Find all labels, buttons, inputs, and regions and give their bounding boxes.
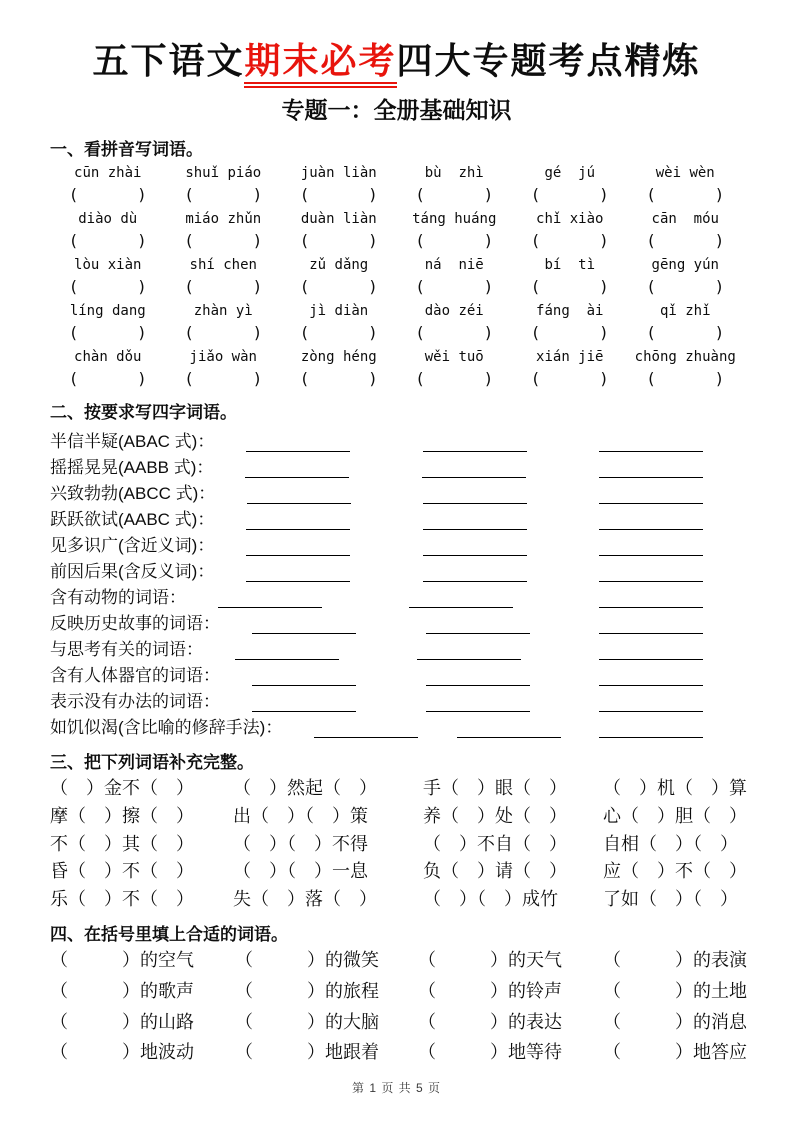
open-paren: ( <box>299 277 310 296</box>
answer-blank <box>599 562 703 582</box>
pinyin-text: miáo zhǔn <box>185 211 262 227</box>
pinyin-item <box>512 349 628 388</box>
pinyin-item <box>50 349 166 388</box>
answer-paren-box <box>646 323 724 342</box>
answer-paren-box <box>69 323 147 342</box>
idiom-completion-grid <box>50 778 747 910</box>
pinyin-item <box>166 349 282 388</box>
answer-blank <box>423 484 527 504</box>
pinyin-text: jiǎo wàn <box>189 349 257 365</box>
pinyin-item <box>628 211 744 250</box>
open-paren: ( <box>184 369 194 388</box>
answer-paren-box <box>300 231 378 250</box>
answer-blank <box>246 510 350 530</box>
close-paren: ) <box>714 369 725 388</box>
blank-group <box>186 588 743 608</box>
answer-blank <box>426 614 530 634</box>
fill-in-label: 跃跃欲试(AABC 式)： <box>50 510 215 529</box>
idiom-item: 摩（ ）擦（ ） <box>50 805 194 826</box>
pinyin-item <box>628 349 744 388</box>
pinyin-item <box>512 211 628 250</box>
answer-paren-box <box>184 369 262 388</box>
pinyin-text: chōng zhuàng <box>634 349 736 365</box>
fill-in-label: 含有动物的词语： <box>50 588 186 607</box>
answer-paren-box <box>415 185 493 204</box>
close-paren: ) <box>368 369 378 388</box>
pinyin-item <box>281 349 397 388</box>
answer-paren-box <box>646 231 724 250</box>
bracket-phrase-item: （ ）的表达 <box>418 1011 562 1032</box>
fill-in-list <box>50 426 743 738</box>
fill-in-label: 兴致勃勃(ABCC 式)： <box>50 484 216 503</box>
close-paren: ) <box>599 369 609 388</box>
bracket-phrase-item: （ ）地跟着 <box>235 1042 379 1063</box>
open-paren: ( <box>646 231 656 250</box>
blank-group <box>214 432 743 452</box>
answer-paren-box <box>646 369 724 388</box>
close-paren: ) <box>599 231 609 250</box>
answer-paren-box <box>415 277 493 296</box>
open-paren: ( <box>299 231 310 250</box>
open-paren: ( <box>415 277 425 296</box>
pinyin-text: táng huáng <box>412 211 497 227</box>
answer-paren-box <box>415 231 493 250</box>
answer-paren-box <box>184 231 262 250</box>
bracket-phrase-item: （ ）的表演 <box>603 949 747 970</box>
answer-blank <box>246 432 350 452</box>
pinyin-item <box>50 303 166 342</box>
fill-in-label: 半信半疑(ABAC 式)： <box>50 432 215 451</box>
section-3-heading: 三、把下列词语补充完整。 <box>50 753 254 772</box>
answer-blank <box>409 588 513 608</box>
answer-paren-box <box>531 369 609 388</box>
fill-in-label: 与思考有关的词语： <box>50 640 203 659</box>
title-highlight: 期末必考 <box>244 40 396 88</box>
open-paren: ( <box>646 369 656 388</box>
answer-paren-box <box>69 185 147 204</box>
close-paren: ) <box>599 277 609 296</box>
answer-blank <box>245 458 349 478</box>
close-paren: ) <box>137 277 147 296</box>
open-paren: ( <box>68 277 79 296</box>
blank-group <box>220 666 743 686</box>
pinyin-item <box>628 303 744 342</box>
blank-group <box>220 614 743 634</box>
answer-paren-box <box>415 369 493 388</box>
fill-in-row <box>50 634 743 660</box>
pinyin-item <box>512 257 628 296</box>
idiom-item: （ ）（ ）成竹 <box>423 889 558 910</box>
fill-in-row <box>50 556 743 582</box>
answer-blank <box>252 666 356 686</box>
pinyin-item <box>281 211 397 250</box>
answer-paren-box <box>69 369 147 388</box>
answer-blank <box>423 536 527 556</box>
pinyin-text: qǐ zhǐ <box>659 303 711 319</box>
pinyin-item <box>397 303 513 342</box>
idiom-item: 昏（ ）不（ ） <box>50 861 194 882</box>
answer-blank <box>599 666 703 686</box>
close-paren: ) <box>599 185 609 204</box>
pinyin-item <box>281 257 397 296</box>
bracket-phrase-item: （ ）的歌声 <box>50 980 194 1001</box>
close-paren: ) <box>714 323 725 342</box>
pinyin-text: ná niē <box>424 257 484 273</box>
close-paren: ) <box>483 185 494 204</box>
open-paren: ( <box>68 323 79 342</box>
answer-blank <box>246 562 350 582</box>
answer-blank <box>252 692 356 712</box>
idiom-item: 养（ ）处（ ） <box>423 805 567 826</box>
close-paren: ) <box>137 185 147 204</box>
close-paren: ) <box>483 231 494 250</box>
pinyin-item <box>512 165 628 204</box>
close-paren: ) <box>137 369 147 388</box>
pinyin-item <box>166 211 282 250</box>
bracket-phrase-item: （ ）的旅程 <box>235 980 379 1001</box>
answer-paren-box <box>531 277 609 296</box>
blank-group <box>214 536 743 556</box>
close-paren: ) <box>252 231 263 250</box>
pinyin-text: juàn liàn <box>300 165 377 181</box>
open-paren: ( <box>299 323 310 342</box>
answer-paren-box <box>415 323 493 342</box>
fill-in-row <box>50 426 743 452</box>
fill-in-label: 如饥似渴(含比喻的修辞手法)： <box>50 718 283 737</box>
answer-paren-box <box>531 185 609 204</box>
open-paren: ( <box>184 185 194 204</box>
pinyin-text: cān móu <box>651 211 719 227</box>
answer-blank <box>599 718 703 738</box>
answer-paren-box <box>69 231 147 250</box>
fill-in-row <box>50 712 743 738</box>
fill-in-label: 见多识广(含近义词)： <box>50 536 215 555</box>
idiom-item: 负（ ）请（ ） <box>423 861 567 882</box>
bracket-phrase-item: （ ）的消息 <box>603 1011 747 1032</box>
close-paren: ) <box>599 323 609 342</box>
open-paren: ( <box>646 323 656 342</box>
pinyin-item <box>50 165 166 204</box>
close-paren: ) <box>137 231 147 250</box>
answer-blank <box>235 640 339 660</box>
open-paren: ( <box>415 231 425 250</box>
bracket-phrase-item: （ ）的山路 <box>50 1011 194 1032</box>
open-paren: ( <box>530 277 541 296</box>
pinyin-text: diào dù <box>78 211 138 227</box>
open-paren: ( <box>415 323 425 342</box>
section-4-heading: 四、在括号里填上合适的词语。 <box>50 924 288 944</box>
answer-blank <box>599 588 703 608</box>
answer-blank <box>218 588 322 608</box>
section-2-heading: 二、按要求写四字词语。 <box>50 403 237 422</box>
answer-blank <box>599 614 703 634</box>
fill-in-label: 前因后果(含反义词)： <box>50 562 215 581</box>
pinyin-text: xián jiē <box>536 349 604 365</box>
blank-group <box>203 640 743 660</box>
page-subtitle: 专题一：全册基础知识 <box>281 97 512 123</box>
title-suffix: 四大专题考点精炼 <box>396 40 701 81</box>
pinyin-text: lòu xiàn <box>74 257 142 273</box>
pinyin-item <box>628 165 744 204</box>
fill-in-label: 反映历史故事的词语： <box>50 614 220 633</box>
close-paren: ) <box>368 323 378 342</box>
pinyin-item <box>628 257 744 296</box>
pinyin-text: chǐ xiào <box>536 211 604 227</box>
pinyin-item <box>397 257 513 296</box>
bracket-phrase-item: （ ）的空气 <box>50 949 194 970</box>
answer-blank <box>314 718 418 738</box>
pinyin-text: dào zéi <box>424 303 484 319</box>
answer-blank <box>423 562 527 582</box>
idiom-item: 不（ ）其（ ） <box>50 833 194 854</box>
bracket-phrase-item: （ ）的天气 <box>418 949 562 970</box>
answer-blank <box>599 458 703 478</box>
open-paren: ( <box>646 185 656 204</box>
idiom-item: （ ）金不（ ） <box>50 778 194 798</box>
bracket-phrase-item: （ ）地等待 <box>418 1042 562 1063</box>
idiom-item: （ ）机（ ）算 <box>603 778 747 798</box>
open-paren: ( <box>646 277 656 296</box>
answer-blank <box>599 510 703 530</box>
answer-paren-box <box>184 277 262 296</box>
pinyin-text: bí tì <box>544 257 596 273</box>
idiom-item: 乐（ ）不（ ） <box>50 889 194 910</box>
idiom-item: （ ）（ ）不得 <box>233 833 368 854</box>
answer-paren-box <box>300 323 378 342</box>
answer-paren-box <box>184 323 262 342</box>
idiom-item: 了如（ ）（ ） <box>603 889 738 910</box>
open-paren: ( <box>184 323 194 342</box>
pinyin-text: shí chen <box>189 257 257 273</box>
close-paren: ) <box>483 369 494 388</box>
fill-in-row <box>50 686 743 712</box>
pinyin-text: líng dang <box>69 303 146 319</box>
answer-blank <box>247 484 351 504</box>
pinyin-text: cūn zhài <box>74 165 142 181</box>
answer-paren-box <box>531 231 609 250</box>
idiom-item: （ ）然起（ ） <box>233 778 377 798</box>
answer-blank <box>423 510 527 530</box>
blank-group <box>282 718 743 738</box>
pinyin-item <box>166 303 282 342</box>
close-paren: ) <box>252 369 263 388</box>
open-paren: ( <box>68 369 79 388</box>
answer-paren-box <box>531 323 609 342</box>
answer-blank <box>599 484 703 504</box>
close-paren: ) <box>714 277 725 296</box>
open-paren: ( <box>184 277 194 296</box>
fill-in-row <box>50 660 743 686</box>
fill-in-row <box>50 582 743 608</box>
open-paren: ( <box>530 185 541 204</box>
close-paren: ) <box>137 323 147 342</box>
pinyin-item <box>397 349 513 388</box>
answer-blank <box>426 666 530 686</box>
open-paren: ( <box>299 185 310 204</box>
pinyin-text: fáng ài <box>536 303 604 319</box>
fill-in-row <box>50 530 743 556</box>
pinyin-item <box>281 303 397 342</box>
close-paren: ) <box>483 277 494 296</box>
idiom-item: 应（ ）不（ ） <box>603 861 747 882</box>
pinyin-item <box>397 211 513 250</box>
pinyin-grid <box>50 165 743 388</box>
page-number: 第 1 页 共 5 页 <box>351 1081 442 1096</box>
answer-blank <box>417 640 521 660</box>
answer-blank <box>422 458 526 478</box>
blank-group <box>220 692 743 712</box>
idiom-item: 失（ ）落（ ） <box>233 889 377 910</box>
answer-paren-box <box>69 277 147 296</box>
answer-paren-box <box>646 185 724 204</box>
fill-in-label: 表示没有办法的词语： <box>50 692 220 711</box>
pinyin-item <box>512 303 628 342</box>
open-paren: ( <box>184 231 194 250</box>
page-title <box>50 38 743 83</box>
bracket-phrase-item: （ ）地答应 <box>603 1042 747 1063</box>
blank-group <box>213 458 743 478</box>
pinyin-text: gēng yún <box>651 257 719 273</box>
close-paren: ) <box>252 323 263 342</box>
pinyin-text: shuǐ piáo <box>185 165 262 181</box>
open-paren: ( <box>415 185 425 204</box>
idiom-item: 心（ ）胆（ ） <box>603 805 747 826</box>
close-paren: ) <box>714 185 725 204</box>
idiom-item: （ ）（ ）一息 <box>233 861 368 882</box>
answer-blank <box>252 614 356 634</box>
idiom-item: 手（ ）眼（ ） <box>423 778 567 798</box>
bracket-phrase-grid <box>50 949 747 1063</box>
close-paren: ) <box>714 231 725 250</box>
pinyin-text: duàn liàn <box>300 211 377 227</box>
answer-blank <box>599 536 703 556</box>
answer-blank <box>246 536 350 556</box>
blank-group <box>214 562 743 582</box>
close-paren: ) <box>368 185 378 204</box>
open-paren: ( <box>530 231 541 250</box>
close-paren: ) <box>483 323 494 342</box>
pinyin-item <box>166 257 282 296</box>
open-paren: ( <box>299 369 310 388</box>
pinyin-item <box>50 211 166 250</box>
pinyin-text: chàn dǒu <box>74 349 142 365</box>
pinyin-item <box>50 257 166 296</box>
close-paren: ) <box>368 277 378 296</box>
bracket-phrase-item: （ ）的铃声 <box>418 980 562 1001</box>
fill-in-label: 摇摇晃晃(AABB 式)： <box>50 458 214 477</box>
fill-in-row <box>50 452 743 478</box>
open-paren: ( <box>530 323 541 342</box>
title-prefix: 五下语文 <box>92 40 245 81</box>
close-paren: ) <box>252 185 263 204</box>
fill-in-label: 含有人体器官的词语： <box>50 666 220 685</box>
answer-paren-box <box>300 369 378 388</box>
fill-in-row <box>50 504 743 530</box>
answer-paren-box <box>184 185 262 204</box>
answer-blank <box>599 432 703 452</box>
pinyin-item <box>397 165 513 204</box>
answer-blank <box>426 692 530 712</box>
pinyin-text: jì diàn <box>309 303 369 319</box>
pinyin-text: bù zhì <box>424 165 484 181</box>
blank-group <box>215 484 743 504</box>
open-paren: ( <box>68 185 79 204</box>
pinyin-item <box>166 165 282 204</box>
pinyin-text: zhàn yì <box>193 303 253 319</box>
bracket-phrase-item: （ ）地波动 <box>50 1042 194 1063</box>
bracket-phrase-item: （ ）的大脑 <box>235 1011 379 1032</box>
pinyin-text: zǔ dǎng <box>309 257 369 273</box>
answer-blank <box>599 640 703 660</box>
bracket-phrase-item: （ ）的土地 <box>603 980 747 1001</box>
close-paren: ) <box>252 277 263 296</box>
pinyin-text: gé jú <box>544 165 596 181</box>
answer-paren-box <box>646 277 724 296</box>
idiom-item: （ ）不自（ ） <box>423 833 567 854</box>
answer-paren-box <box>300 277 378 296</box>
answer-blank <box>457 718 561 738</box>
section-1-heading: 一、看拼音写词语。 <box>50 140 203 159</box>
open-paren: ( <box>415 369 425 388</box>
pinyin-text: zòng héng <box>300 349 377 365</box>
bracket-phrase-item: （ ）的微笑 <box>235 949 379 970</box>
idiom-item: 自相（ ）（ ） <box>603 833 738 854</box>
close-paren: ) <box>368 231 378 250</box>
pinyin-item <box>281 165 397 204</box>
idiom-item: 出（ ）（ ）策 <box>233 805 368 826</box>
pinyin-text: wěi tuō <box>424 349 484 365</box>
open-paren: ( <box>530 369 541 388</box>
answer-blank <box>599 692 703 712</box>
answer-blank <box>423 432 527 452</box>
answer-paren-box <box>300 185 378 204</box>
blank-group <box>214 510 743 530</box>
fill-in-row <box>50 478 743 504</box>
open-paren: ( <box>68 231 79 250</box>
fill-in-row <box>50 608 743 634</box>
pinyin-text: wèi wèn <box>655 165 715 181</box>
